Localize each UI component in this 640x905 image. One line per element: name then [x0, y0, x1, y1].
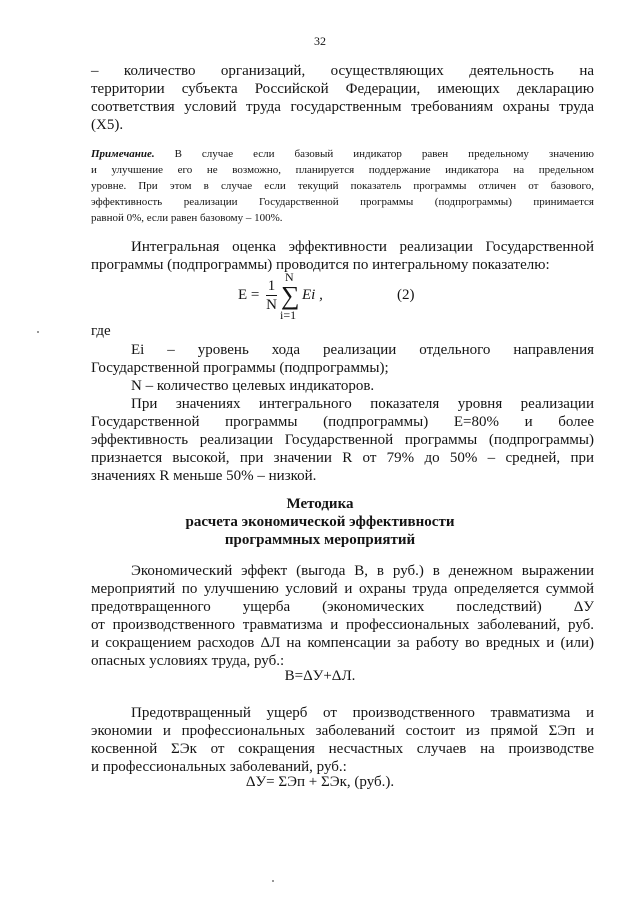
note-line-4: эффективность реализации Государственной программы (подпрограммы) принимается — [91, 196, 594, 208]
scan-speck — [37, 331, 39, 333]
para2-line-1: Интегральная оценка эффективности реализации Государственной — [131, 239, 594, 255]
note-line-2: и улучшение его не возможно, планируется поддержание индикатора на предельном — [91, 164, 594, 176]
section-heading-1: Методика — [286, 496, 354, 512]
formula-damage: ΔУ= ΣЭп + ΣЭк, (руб.). — [245, 774, 395, 790]
para3-line-2: Государственной программы (подпрограммы) E=80% и более — [91, 414, 594, 430]
para3-line-4: признается высокой, при значении R от 79% до 50% – средней, при — [91, 450, 594, 466]
note-label: Примечание. — [91, 148, 155, 160]
para3-line-1: При значениях интегрального показателя уровня реализации — [131, 396, 594, 412]
formula-number: (2) — [397, 287, 415, 303]
note-line-5: равной 0%, если равен базовому – 100%. — [91, 212, 283, 224]
definition-line-1: Ei – уровень хода реализации отдельного направления — [131, 342, 594, 358]
note-line-1 — [91, 146, 594, 162]
para1-line-4: (X5). — [91, 117, 124, 133]
note-line-3: уровне. При этом в случае если текущий показатель программы отличен от базового, — [91, 180, 594, 192]
para2-line-2: программы (подпрограммы) проводится по интегральному показателю: — [91, 257, 550, 273]
para3-line-3: эффективность реализации Государственной программы (подпрограммы) — [91, 432, 594, 448]
sum-upper-limit: N — [285, 270, 294, 284]
definition-line-2: Государственной программы (подпрограммы); — [91, 360, 389, 376]
para5-line-2: экономии и профессиональных заболеваний состоит из прямой ΣЭп и — [91, 723, 594, 739]
para4-line-2: мероприятий по улучшению условий и охраны труда определяется суммой — [91, 581, 594, 597]
page-number: 32 — [314, 34, 326, 48]
sum-symbol: ∑ — [281, 281, 300, 310]
para4-line-4: от производственного травматизма и профессиональных заболеваний, руб. — [91, 617, 594, 633]
para5-line-4: и профессиональных заболеваний, руб.: — [91, 759, 347, 775]
sum-lower-limit: i=1 — [280, 308, 297, 322]
para4-line-3: предотвращенного ущерба (экономических последствий) ΔУ — [91, 599, 594, 615]
section-heading-2: расчета экономической эффективности — [185, 514, 455, 530]
formula-fraction — [266, 278, 277, 313]
para4-line-6: опасных условиях труда, руб.: — [91, 653, 285, 669]
para4-line-1: Экономический эффект (выгода В, в руб.) в денежном выражении — [131, 563, 594, 579]
formula-term: Ei , — [302, 287, 323, 303]
para5-line-3: косвенной ΣЭк от сокращения несчастных случаев на производстве — [91, 741, 594, 757]
para3-line-5: значениях R меньше 50% – низкой. — [91, 468, 317, 484]
fraction-denominator: N — [266, 297, 277, 313]
para1-line-2: территории субъекта Российской Федерации, имеющих декларацию — [91, 81, 594, 97]
formula-benefit: В=ΔУ+ΔЛ. — [284, 668, 356, 684]
formula-lhs: E = — [238, 287, 260, 303]
note-text-1: В случае если базовый индикатор равен предельному значению — [174, 148, 595, 160]
para5-line-1: Предотвращенный ущерб от производственного травматизма и — [131, 705, 594, 721]
para4-line-5: и сокращением расходов ΔЛ на компенсации за работу во вредных и (или) — [91, 635, 594, 651]
fraction-numerator: 1 — [267, 278, 276, 294]
fraction-bar — [266, 295, 277, 296]
para1-line-3: соответствия условий труда государственным требованиям охраны труда — [91, 99, 594, 115]
section-heading-3: программных мероприятий — [224, 532, 416, 548]
para1-line-1: – количество организаций, осуществляющих деятельность на — [91, 63, 594, 79]
definition-line-3: N – количество целевых индикаторов. — [131, 378, 375, 394]
scan-speck — [272, 880, 274, 882]
where-label: где — [91, 323, 111, 339]
